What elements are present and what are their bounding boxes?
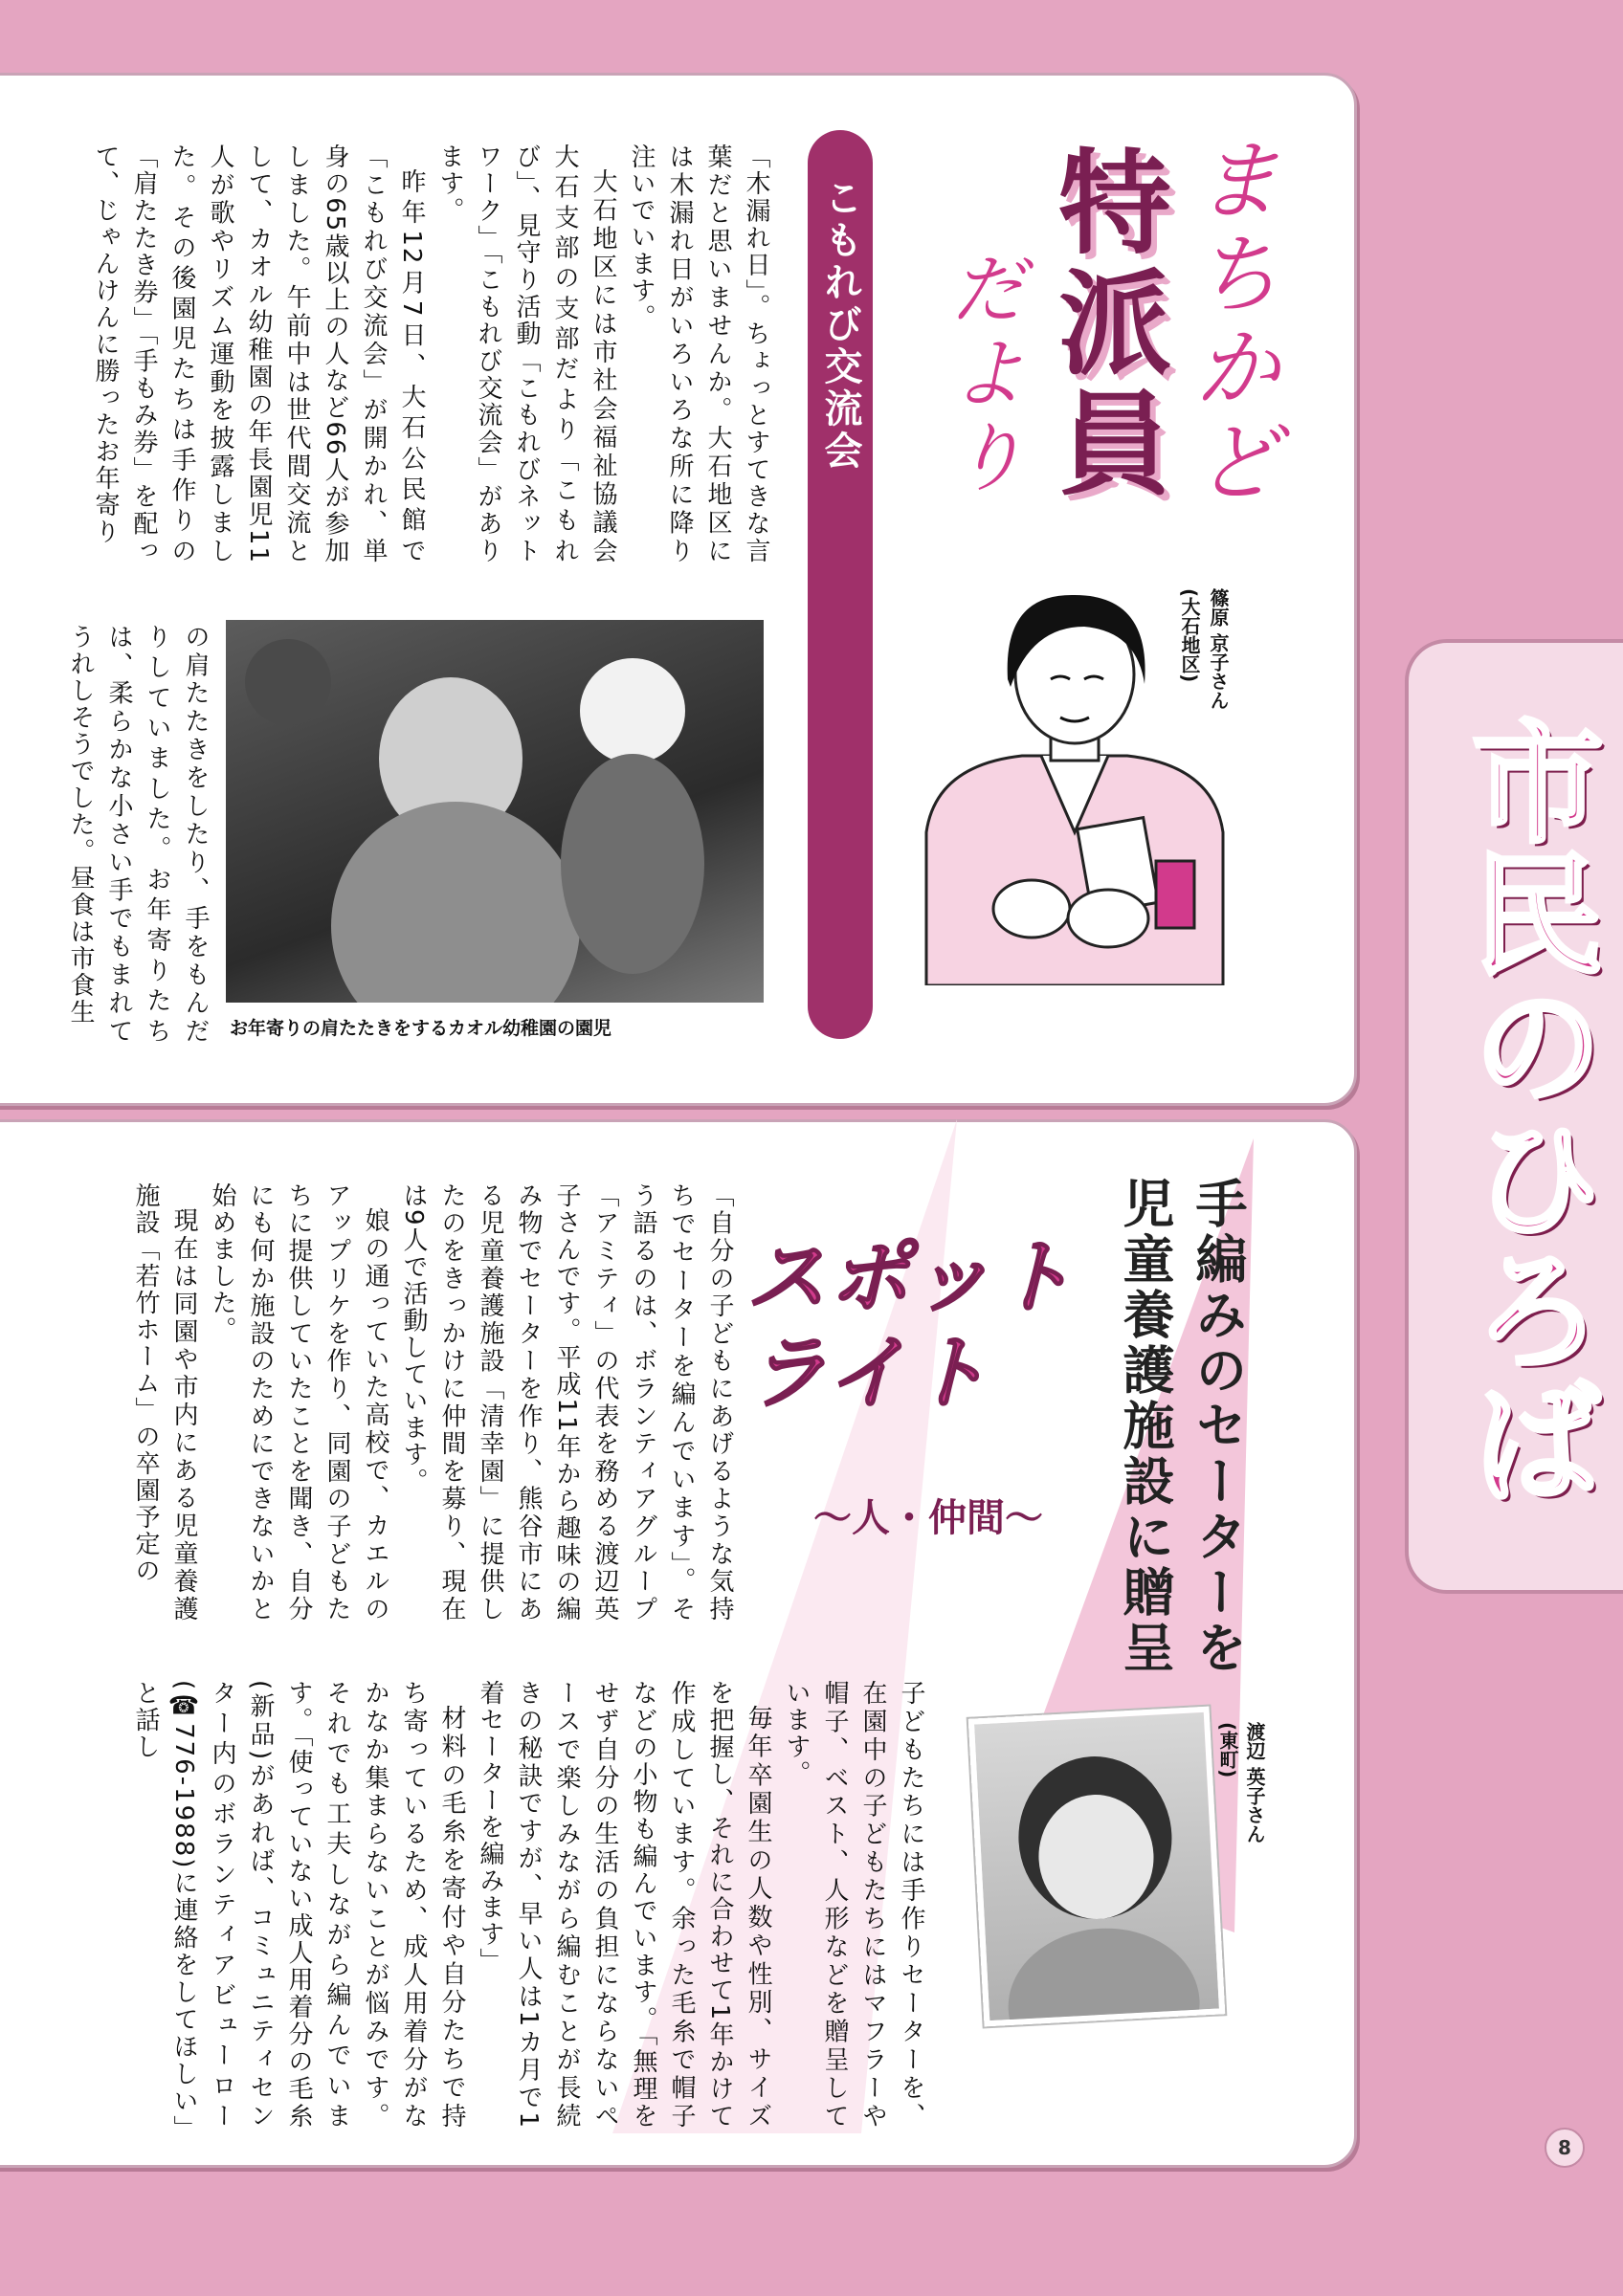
article2-paragraph-4: 子どもたちには手作りセーターを、在園中の子どもたちにはマフラーや帽子、ベスト、人形などを贈呈しています。: [782, 1680, 925, 2130]
article2-text-lower: [50, 1680, 930, 2130]
logo-main: 特派員: [1039, 144, 1171, 505]
article2-paragraph-5: 毎年卒園生の人数や性別、サイズを把握し、それに合わせて1年かけて作成しています。余った毛糸で帽子などの小物も編んでいます。「無理をせず自分の生活の負担にならないペースで楽しみながら編むことが長続きの秘訣ですが、早い人は1カ月で1着セーターを編みます」: [476, 1680, 772, 2130]
person-area: (東町): [1216, 1722, 1239, 1778]
logo-handwritten: まちかど: [1179, 134, 1281, 509]
spotlight-sub: 〜人・仲間〜: [813, 1496, 1043, 1540]
page-number: 8: [1545, 2128, 1585, 2168]
article2-photo: [968, 1707, 1226, 2027]
article2-paragraph-2: 娘の通っていた高校で、カエルのアップリケを作り、同園の子どもたちに提供していたことを聞き、自分にも何か施設のためにできないかと始めました。: [208, 1182, 389, 1623]
section-label-text: こもれび交流会: [818, 178, 862, 473]
article2-paragraph-1: 「自分の子どもにあげるような気持ちでセーターを編んでいます」。そう語るのは、ボランティアグループ「アミティ」の代表を務める渡辺英子さんです。平成11年から趣味の編み物でセーターを作り、熊谷市にある児童養護施設「清幸園」に提供したのをきっかけに仲間を募り、現在は9人で活動しています。: [399, 1182, 734, 1623]
article1-text-upper: [19, 144, 775, 564]
section-label: [808, 130, 873, 1039]
spotlight-logo: スポットライト: [746, 1230, 1077, 1420]
article1-paragraph-1: 「木漏れ日」。ちょっとすてきな言葉だと思いませんか。大石地区には木漏れ日がいろいろな所に降り注いでいます。: [627, 144, 770, 564]
side-tab-title: 市民のひろば: [1450, 714, 1604, 1506]
person-name: 渡辺 英子さん: [1243, 1722, 1266, 1843]
reporter-name: 篠原 京子さん: [1207, 588, 1230, 710]
article1-photo-caption: お年寄りの肩たたきをするカオル幼稚園の園児: [230, 1018, 612, 1039]
reporter-area: (大石地区): [1178, 588, 1201, 683]
article2-paragraph-6: 材料の毛糸を寄付や自分たちで持ち寄っているため、成人用着分がなかなか集まらないことが悩みです。それでも工夫しながら編んでいます。「使っていない成人用着分の毛糸(新品)があれば、コミュニティセンター内のボランティアビューロー(☎776-1988)に連絡をしてほしい」と話し: [131, 1680, 466, 2130]
article2-text-upper: [50, 1182, 739, 1623]
article1-paragraph-3: 昨年12月7日、大石公民館で「こもれび交流会」が開かれ、単身の65歳以上の人など66人が参加しました。午前中は世代間交流として、カオル幼稚園の年長園児11人が歌やリズム運動を披露しました。その後園児たちは手作りの「肩たたき券」「手もみ券」を配って、じゃんけんに勝ったお年寄り: [91, 144, 426, 565]
article1-text-lower: の肩たたきをしたり、手をもんだりしていました。お年寄りたちは、柔らかな小さい手でもまれてうれしそうでした。昼食は市食生: [66, 624, 210, 1045]
article2-headline: 手編みのセーターを児童養護施設に贈呈: [1115, 1177, 1248, 1676]
article1-photo: [226, 620, 764, 1003]
logo-sub: だより: [937, 249, 1026, 501]
article1-paragraph-2: 大石地区には市社会福祉協議会大石支部の支部だより「こもれび」、見守り活動「こもれびネットワーク」「こもれび交流会」があります。: [435, 144, 617, 564]
article2-paragraph-3: 現在は同園や市内にある児童養護施設「若竹ホーム」の卒園予定の: [131, 1182, 198, 1623]
